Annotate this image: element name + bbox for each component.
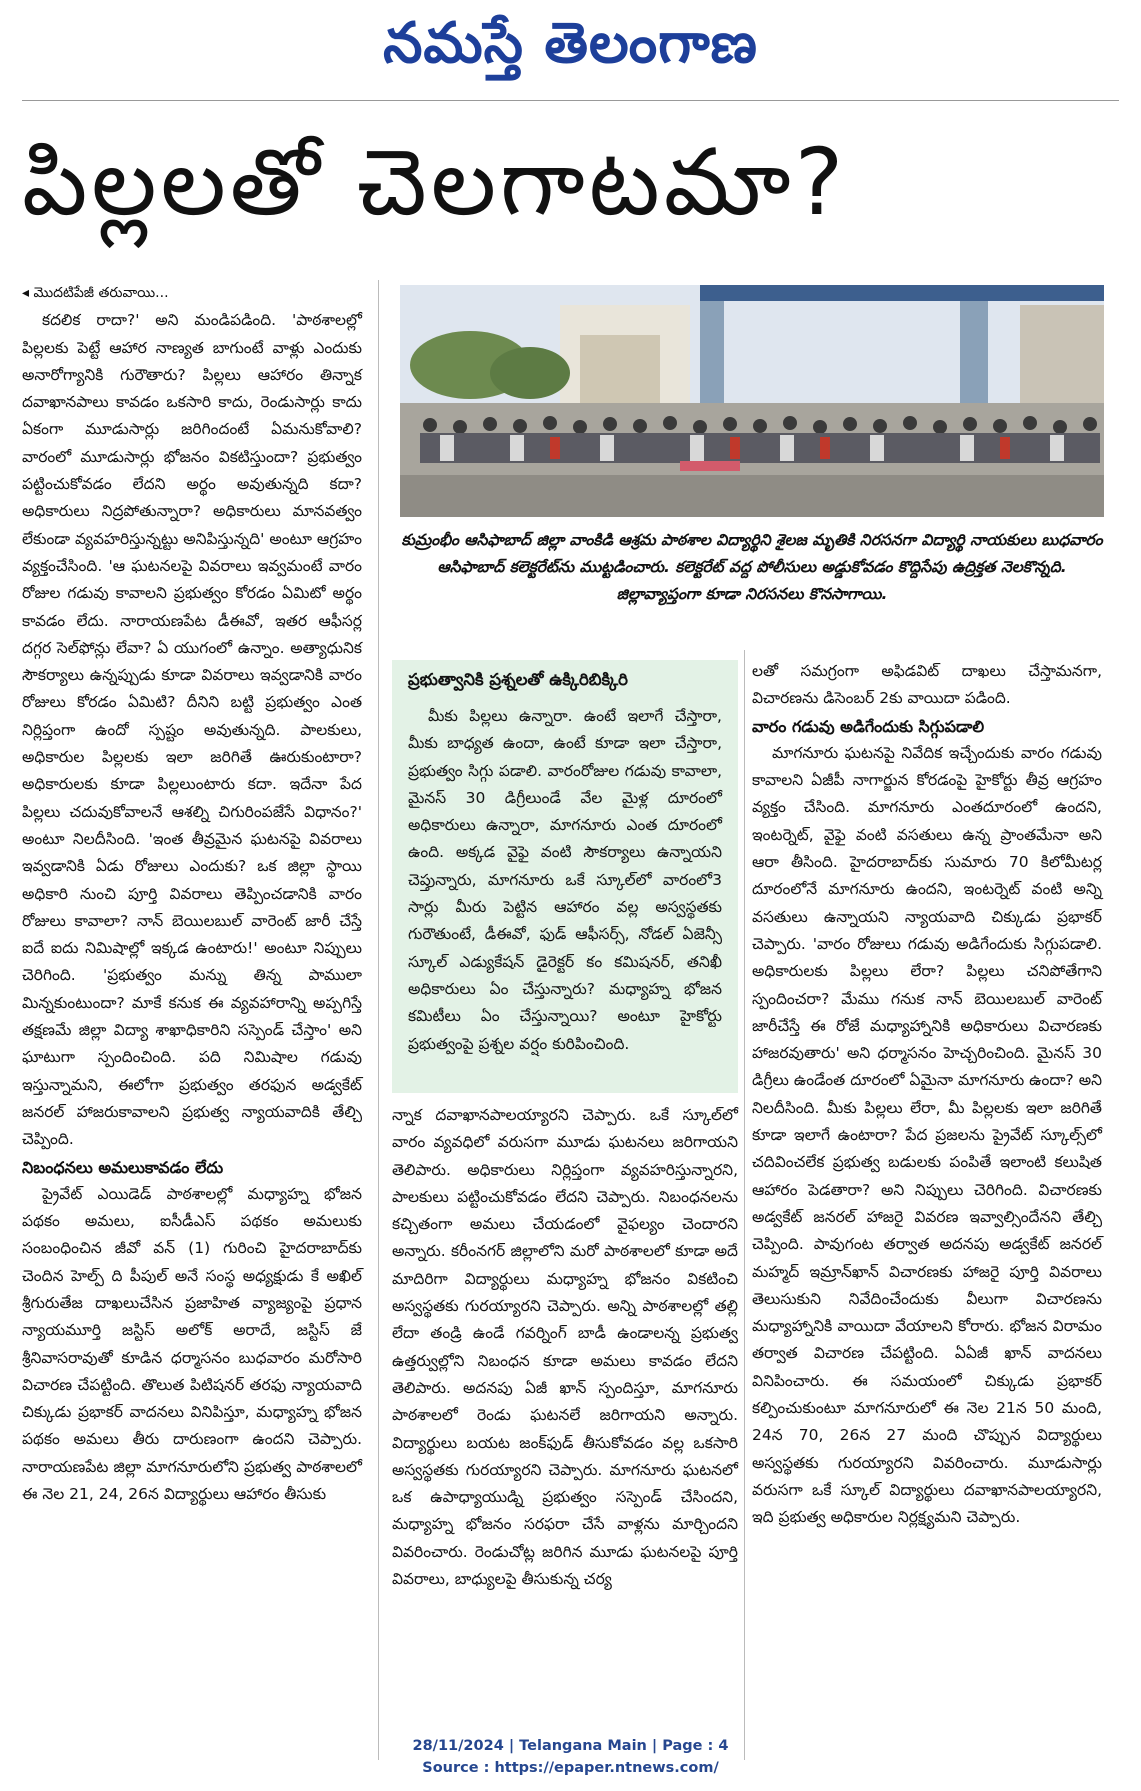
- sidebar-box-text: మీకు పిల్లలు ఉన్నారా. ఉంటే ఇలాగే చేస్తారా, మీకు బాధ్యత ఉందా, ఉంటే కూడా ఇలా చేస్తారా, ప్రభుత్వం సిగ్గు పడాలి. వారంరోజుల గడువు కావాలా, మైనస్ 30 డిగ్రీలుండే వేల మైళ్ల దూరంలో అధికారులు ఉన్నారా, మాగనూరు ఎంత దూరంలో ఉంది. అక్కడ వైఫై వంటి సౌకర్యాలు ఉన్నాయని చెప్తున్నారు, మాగనూరు ఒకే స్కూల్‌లో వారంలో3 సార్లు మీరు పెట్టిన ఆహారం వల్ల అస్వస్థతకు గురౌతుంటే, డీఈవో, ఫుడ్ ఆఫీసర్స్, నోడల్ ఏజెన్సీ స్కూల్ ఎడ్యుకేషన్ డైరెక్టర్ కం కమిషనర్, తనిఖీ అధికారులు ఏం చేస్తున్నారు? మధ్యాహ్న భోజన కమిటీలు ఏం చేస్తున్నాయి? అంటూ హైకోర్టు ప్రభుత్వంపై ప్రశ్నల వర్షం కురిపించింది.: [408, 707, 722, 1053]
- article-paragraph: మాగనూరు ఘటనపై నివేదిక ఇచ్చేందుకు వారం గడువు కావాలని ఏజీపీ నాగార్జున కోరడంపై హైకోర్టు తీవ్ర ఆగ్రహం వ్యక్తం చేసింది. మాగనూరు ఎంతదూరంలో ఉందని, ఇంటర్నెట్, వైఫై వంటి వసతులు ఉన్న ప్రాంతమేనా అని ఆరా తీసింది. హైదరాబాద్‌కు సుమారు 70 కిలోమీటర్ల దూరంలోనే మాగనూరు ఉందని, ఇంటర్నెట్ వంటి అన్ని వసతులు ఉన్నాయని న్యాయవాది చిక్కుడు ప్రభాకర్ చెప్పారు. 'వారం రోజులు గడువు అడిగేందుకు సిగ్గుపడాలి. అధికారులకు పిల్లలు లేరా? పిల్లలు చనిపోతేగాని స్పందించరా? మేము గనుక నాన్ బెయిలబుల్ వారెంట్ జారీచేస్తే ఈ రోజే మధ్యాహ్నానికి అధికారులు విచారణకు హాజరవుతారు' అని ధర్మాసనం హెచ్చరించింది. మైనస్ 30 డిగ్రీలు ఉండేంత దూరంలో ఏమైనా మాగనూరు ఉందా? అని నిలదీసింది. మీకు పిల్లలు లేరా, మీ పిల్లలకు ఇలా జరిగితే కూడా ఇలాగే ఉంటారా? పేద ప్రజలను ప్రైవేట్ స్కూల్స్‌లో చదివించలేక ప్రభుత్వ బడులకు పంపితే ఇలాంటి కలుషిత ఆహారం పెడతారా? అని నిప్పులు చెరిగింది. విచారణకు అడ్వకేట్ జనరల్ హాజరై వివరణ ఇవ్వాల్సిందేనని తేల్చి చెప్పింది. పావుగంట తర్వాత అదనపు అడ్వకేట్ జనరల్ మహ్మద్ ఇమ్రాన్‌ఖాన్ విచారణకు హాజరై పూర్తి వివరాలు తెలుసుకుని నివేదించేందుకు వీలుగా విచారణను మధ్యాహ్నానికి వాయిదా వేయాలని కోరారు. భోజన విరామం తర్వాత విచారణ చేపట్టింది. ఏఏజీ ఖాన్ వాదనలు వినిపించారు. ఈ సమయంలో చిక్కుడు ప్రభాకర్ కల్పించుకుంటూ మాగనూరులో ఈ నెల 21న 50 మంది, 24న 70, 26న 27 మంది చొప్పున విద్యార్థులు అస్వస్థతకు గురయ్యారని వివరించారు. మూడుసార్లు వరుసగా ఒకే స్కూల్ విద్యార్థులు దవాఖానపాలయ్యారని, ఇది ప్రభుత్వ అధికారుల నిర్లక్ష్యమని చెప్పారు.: [752, 743, 1102, 1527]
- article-paragraph: ప్రైవేట్ ఎయిడెడ్ పాఠశాలల్లో మధ్యాహ్న భోజన పథకం అమలు, ఐసీడీఎస్ పథకం అమలుకు సంబంధించిన జీవో వన్ (1) గురించి హైదరాబాద్‌కు చెందిన హెల్ప్ ది పీపుల్ అనే సంస్థ అధ్యక్షుడు కే అఖిల్ శ్రీగురుతేజ దాఖలుచేసిన ప్రజాహిత వ్యాజ్యంపై ప్రధాన న్యాయమూర్తి జస్టిస్ అలోక్ అరాదే, జస్టిస్ జే శ్రీనివాసరావుతో కూడిన ధర్మాసనం బుధవారం మరోసారి విచారణ చేపట్టింది. తొలుత పిటిషనర్ తరఫు న్యాయవాది చిక్కుడు ప్రభాకర్ వాదనలు వినిపిస్తూ, మధ్యాహ్న భోజన పథకం అమలు తీరు దారుణంగా ఉందని చెప్పారు. నారాయణపేట జిల్లా మాగనూరులోని ప్రభుత్వ పాఠశాలలో ఈ నెల 21, 24, 26న విద్యార్థులు ఆహారం తీసుకు: [22, 1184, 362, 1504]
- subheading-deadline: వారం గడువు అడిగేందుకు సిగ్గుపడాలి: [752, 716, 985, 736]
- article-paragraph: లతో సమగ్రంగా అఫిడవిట్ దాఖలు చేస్తామనగా, విచారణను డిసెంబర్ 2కు వాయిదా పడింది.: [752, 662, 1102, 708]
- footer-date-line: 28/11/2024 | Telangana Main | Page : 4: [412, 1738, 729, 1754]
- protest-photo: [400, 285, 1104, 517]
- article-paragraph: కదలిక రాదా?' అని మండిపడింది. 'పాఠశాలల్లో పిల్లలకు పెట్టే ఆహార నాణ్యత బాగుంటే వాళ్లు ఎందుకు అనారోగ్యానికి గురౌతారు? పిల్లలు ఆహారం తిన్నాక దవాఖానపాలు కావడం ఒకసారి కాదు, రెండుసార్లు కాదు ఏకంగా మూడుసార్లు జరిగిందంటే ఏమనుకోవాలి? వారంలో మూడుసార్లు భోజనం వికటిస్తుందా? ప్రభుత్వం పట్టించుకోవడం లేదని అర్థం అవుతున్నది కదా? అధికారులు నిద్రపోతున్నారా? అధికారులు మానవత్వం లేకుండా వ్యవహరిస్తున్నట్టు అనిపిస్తున్నది' అంటూ ఆగ్రహం వ్యక్తంచేసింది. 'ఆ ఘటనలపై వివరాలు ఇవ్వమంటే వారం రోజుల గడువు కావాలని ప్రభుత్వం కోరడం ఏమిటో అర్థం కావడం లేదు. నారాయణపేట డీఈవో, ఇతర ఆఫీసర్ల దగ్గర సెల్‌ఫోన్లు లేవా? ఏ యుగంలో ఉన్నాం. అత్యాధునిక సౌకర్యాలు ఉన్నప్పుడు కూడా వివరాలు ఇవ్వడానికి వారం రోజులు కోరడం ఏమిటి? దీనిని బట్టి ప్రభుత్వం ఎంత నిర్లిప్తంగా ఉందో స్పష్టం అవుతున్నది. పాలకులు, అధికారుల పిల్లలకు ఇలా జరిగితే ఊరుకుంటారా? అధికారులకు కూడా పిల్లలుంటారు కదా. ఇదేనా పేద పిల్లలు చదువుకోవాలనే ఆశల్ని చిగురింపజేసే విధానం?' అంటూ నిలదీసింది. 'ఇంత తీవ్రమైన ఘటనపై వివరాలు ఇవ్వడానికి ఏడు రోజులు ఎందుకు? ఒక జిల్లా స్థాయి అధికారి నుంచి పూర్తి వివరాలు తెప్పించడానికి వారం రోజులు కావాలా? నాన్ బెయిలబుల్ వారెంట్ జారీ చేస్తే ఐదే ఐదు నిమిషాల్లో ఇక్కడ ఉంటారు!' అంటూ నిప్పులు చెరిగింది. 'ప్రభుత్వం మన్ను తిన్న పాములా మిన్నకుంటుందా? మాకే కనుక ఈ వ్యవహారాన్ని అప్పగిస్తే తక్షణమే జిల్లా విద్యా శాఖాధికారిని సస్పెండ్ చేస్తాం' అని ఘాటుగా స్పందించింది. పది నిమిషాల గడువు ఇస్తున్నామని, ఈలోగా ప్రభుత్వం తరఫున అడ్వకేట్ జనరల్ హాజరుకావాలని ప్రభుత్వ న్యాయవాదికి తేల్చి చెప్పింది.: [22, 311, 362, 1149]
- sidebar-box: [392, 660, 738, 1093]
- continuation-label: ◂ మొదటిపేజీ తరువాయి...: [22, 285, 169, 301]
- masthead: నమస్తే తెలంగాణ: [383, 10, 758, 76]
- column-divider: [378, 280, 379, 1760]
- footer-source-line: Source : https://epaper.ntnews.com/: [422, 1760, 719, 1776]
- article-paragraph: న్నాక దవాఖానపాలయ్యారని చెప్పారు. ఒకే స్కూల్‌లో వారం వ్యవధిలో వరుసగా మూడు ఘటనలు జరిగాయని తెలిపారు. అధికారులు నిర్లిప్తంగా వ్యవహరిస్తున్నారని, పాలకులు పట్టించుకోవడం లేదని చెప్పారు. నిబంధనలను కచ్చితంగా అమలు చేయడంలో వైఫల్యం చెందారని అన్నారు. కరీంనగర్ జిల్లాలోని మరో పాఠశాలలో కూడా అదే మాదిరిగా విద్యార్థులు మధ్యాహ్న భోజనం వికటించి అస్వస్థతకు గురయ్యారని చెప్పారు. అన్ని పాఠశాలల్లో తల్లి లేదా తండ్రి ఉండే గవర్నింగ్ బాడీ ఉండాలన్న ప్రభుత్వ ఉత్తర్వుల్లోని నిబంధన కూడా అమలు కావడం లేదని తెలిపారు. అదనపు ఏజీ ఖాన్ స్పందిస్తూ, మాగనూరు పాఠశాలలో రెండు ఘటనలే జరిగాయని అన్నారు. విద్యార్థులు బయట జంక్‌ఫుడ్ తీసుకోవడం వల్ల ఒకసారి అస్వస్థతకు గురయ్యారని చెప్పారు. మాగనూరు ఘటనలో ఒక ఉపాధ్యాయుడ్ని ప్రభుత్వం సస్పెండ్ చేసిందని, మధ్యాహ్న భోజనం సరఫరా చేసే వాళ్లను మార్చిందని వివరించారు. రెండుచోట్ల జరిగిన మూడు ఘటనలపై పూర్తి వివరాలు, బాధ్యులపై తీసుకున్న చర్య: [392, 1106, 738, 1589]
- article-column-3: [752, 658, 1102, 1532]
- column-divider: [744, 650, 745, 1760]
- article-column-2: [392, 1102, 738, 1593]
- subheading-rules: నిబంధనలు అమలుకావడం లేదు: [22, 1157, 224, 1177]
- article-column-1: [22, 280, 362, 1508]
- sidebar-box-title: ప్రభుత్వానికి ప్రశ్నలతో ఉక్కిరిబిక్కిరి: [408, 670, 628, 689]
- photo-caption: కుమ్రంభీం ఆసిఫాబాద్ జిల్లా వాంకిడి ఆశ్రమ పాఠశాల విద్యార్థిని శైలజ మృతికి నిరసనగా విద్యార్థి నాయకులు బుధవారం ఆసిఫాబాద్ కలెక్టరేట్‌ను ముట్టడించారు. కలెక్టరేట్ వద్ద పోలీసులు అడ్డుకోవడం కొద్దిసేపు ఉద్రిక్తత నెలకొన్నది. జిల్లావ్యాప్తంగా కూడా నిరసనలు కొనసాగాయి.: [401, 531, 1103, 603]
- protest-photo-illustration: [400, 285, 1104, 517]
- headline: పిల్లలతో చెలగాటమా?: [22, 129, 848, 236]
- masthead-rule: [22, 100, 1119, 101]
